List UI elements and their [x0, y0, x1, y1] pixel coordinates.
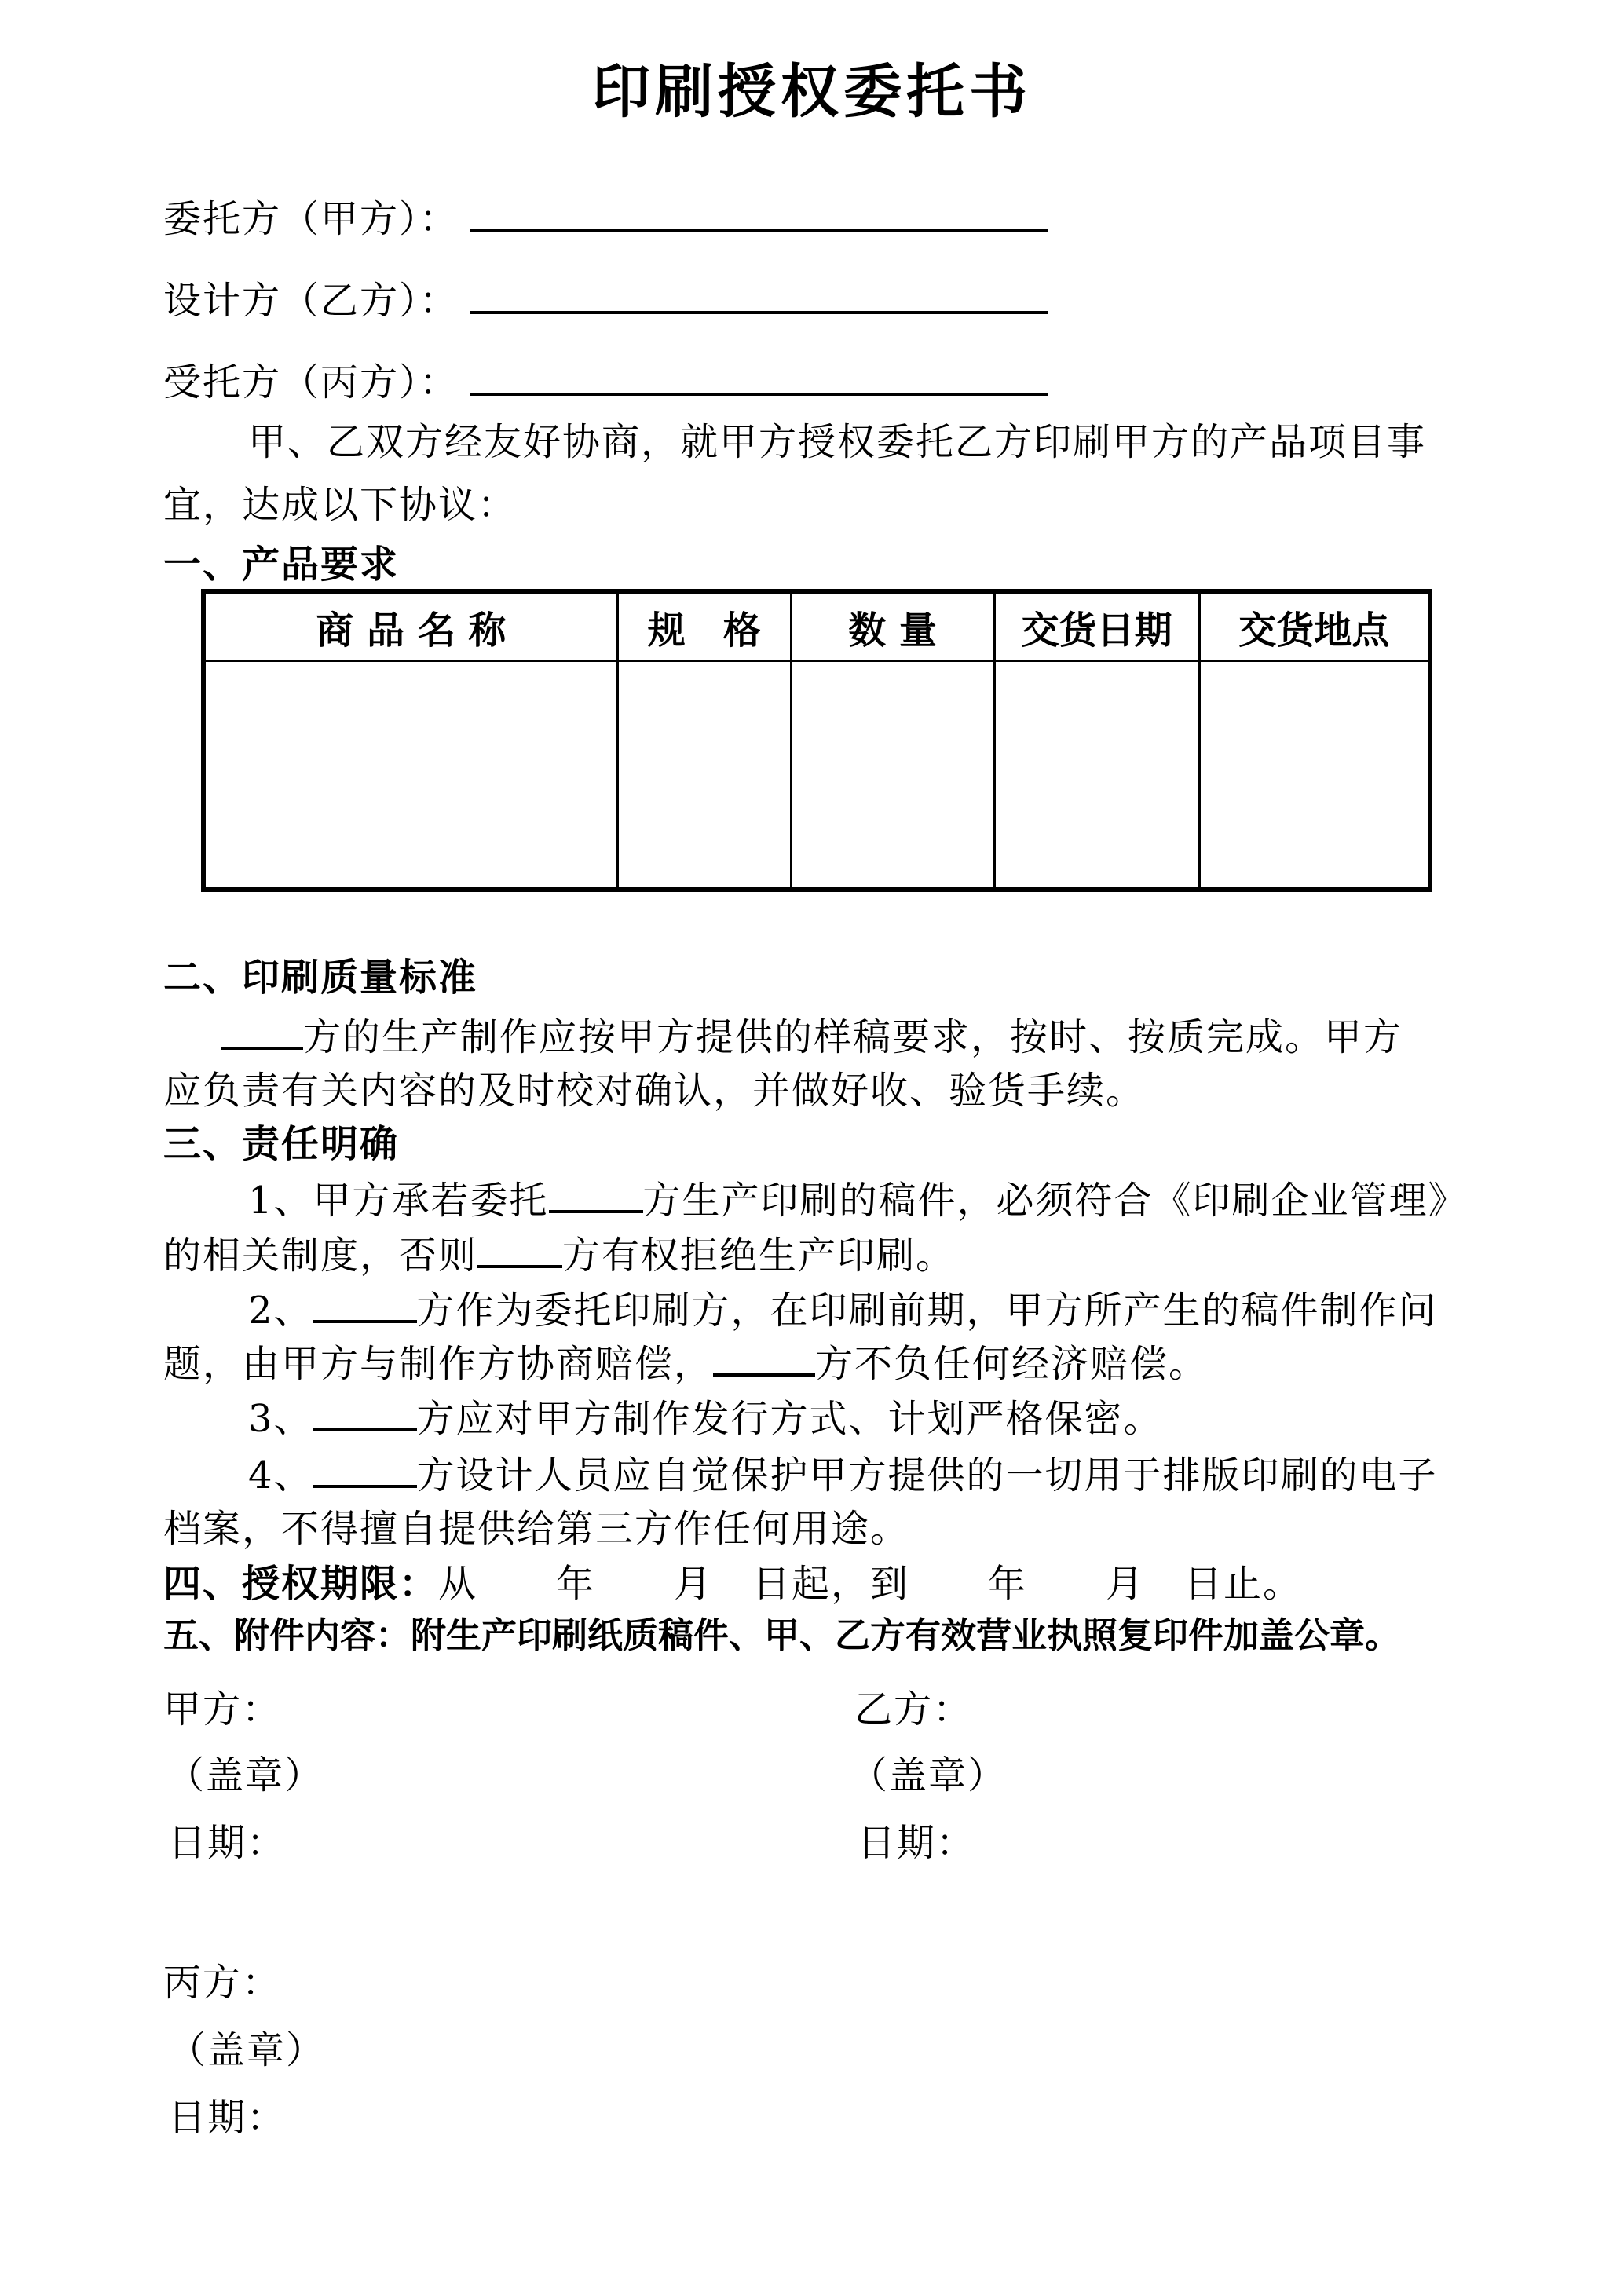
- section-4-heading: 四、授权期限：: [163, 1562, 439, 1606]
- item-2-prefix: 2、: [248, 1289, 313, 1333]
- blank-field[interactable]: [313, 1453, 417, 1488]
- item-1-cont-prefix: 的相关制度，否则: [163, 1234, 478, 1278]
- party-c-seal: （盖章）: [168, 2028, 326, 2072]
- party-a-sign-label: 甲方：: [163, 1687, 282, 1731]
- item-4-prefix: 4、: [248, 1453, 313, 1497]
- section-2-line-1: [221, 1007, 1403, 1061]
- item-1-suffix: 方生产印刷的稿件，必须符合《印刷企业管理》: [642, 1179, 1468, 1223]
- item-3-prefix: 3、: [248, 1397, 313, 1441]
- section-2-line-2: 应负责有关内容的及时校对确认，并做好收、验货手续。: [163, 1069, 1146, 1113]
- party-b-date: 日期：: [858, 1821, 976, 1865]
- party-b-seal: （盖章）: [850, 1753, 1008, 1797]
- blank-field[interactable]: [713, 1342, 815, 1377]
- item-2-suffix: 方作为委托印刷方，在印刷前期，甲方所产生的稿件制作问: [416, 1289, 1438, 1333]
- party-b-label: 设计方（乙方）：: [163, 279, 459, 323]
- party-a-label: 委托方（甲方）：: [163, 197, 459, 241]
- party-b-sign-label: 乙方：: [854, 1687, 973, 1731]
- item-4-suffix: 方设计人员应自觉保护甲方提供的一切用于排版印刷的电子: [416, 1453, 1438, 1497]
- item-3-suffix: 方应对甲方制作发行方式、计划严格保密。: [416, 1397, 1163, 1441]
- party-a-field[interactable]: [470, 229, 1048, 232]
- item-4-line-1: [248, 1445, 1438, 1499]
- blank-field[interactable]: [313, 1289, 417, 1323]
- section-1-heading: 一、产品要求: [163, 543, 400, 587]
- product-requirements-table: [201, 589, 1432, 892]
- party-a-date: 日期：: [168, 1821, 287, 1865]
- col-delivery-place: 交货地点: [1199, 591, 1430, 661]
- item-4-line-2: 档案，不得擅自提供给第三方作任何用途。: [163, 1507, 910, 1551]
- cell-specification[interactable]: [617, 661, 791, 890]
- party-c-field[interactable]: [470, 393, 1048, 396]
- col-product-name: 商 品 名 称: [203, 591, 617, 661]
- blank-field[interactable]: [477, 1234, 562, 1268]
- party-c-sign-label: 丙方：: [163, 1961, 282, 2005]
- section-2-heading: 二、印刷质量标准: [163, 956, 478, 1000]
- blank-field[interactable]: [221, 1015, 303, 1050]
- section-2-line-1-text: 方的生产制作应按甲方提供的样稿要求，按时、按质完成。甲方: [303, 1015, 1403, 1059]
- blank-field[interactable]: [313, 1397, 417, 1431]
- item-1-line-1: [248, 1170, 1468, 1224]
- item-1-prefix: 1、甲方承若委托: [248, 1179, 549, 1223]
- table-header-row: [203, 591, 1430, 661]
- col-quantity: 数 量: [791, 591, 994, 661]
- intro-line-2: 宜，达成以下协议：: [163, 483, 518, 527]
- cell-delivery-place[interactable]: [1199, 661, 1430, 890]
- party-c-label: 受托方（丙方）：: [163, 360, 459, 404]
- cell-delivery-date[interactable]: [994, 661, 1199, 890]
- section-4-line: [163, 1553, 1302, 1607]
- item-1-cont-suffix: 方有权拒绝生产印刷。: [562, 1234, 956, 1278]
- item-2-cont-prefix: 题，由甲方与制作方协商赔偿，: [163, 1342, 714, 1386]
- table-row: [203, 661, 1430, 890]
- item-3-line-1: [248, 1388, 1163, 1442]
- item-1-line-2: [163, 1225, 955, 1279]
- party-b-field[interactable]: [470, 311, 1048, 314]
- item-2-line-1: [248, 1280, 1438, 1334]
- party-c-date: 日期：: [168, 2096, 287, 2140]
- document-title: 印刷授权委托书: [592, 58, 1032, 126]
- item-2-line-2: [163, 1333, 1208, 1387]
- cell-product-name[interactable]: [203, 661, 617, 890]
- section-4-text: 从 年 月 日起，到 年 月 日止。: [438, 1562, 1303, 1606]
- section-5-heading: 五、附件内容：附生产印刷纸质稿件、甲、乙方有效营业执照复印件加盖公章。: [163, 1614, 1401, 1656]
- cell-quantity[interactable]: [791, 661, 994, 890]
- section-3-heading: 三、责任明确: [163, 1122, 400, 1166]
- item-2-cont-suffix: 方不负任何经济赔偿。: [815, 1342, 1209, 1386]
- col-delivery-date: 交货日期: [994, 591, 1199, 661]
- col-specification: 规 格: [617, 591, 791, 661]
- intro-line-1: 甲、乙双方经友好协商，就甲方授权委托乙方印刷甲方的产品项目事: [248, 420, 1427, 464]
- blank-field[interactable]: [549, 1179, 643, 1213]
- party-a-seal: （盖章）: [166, 1753, 324, 1797]
